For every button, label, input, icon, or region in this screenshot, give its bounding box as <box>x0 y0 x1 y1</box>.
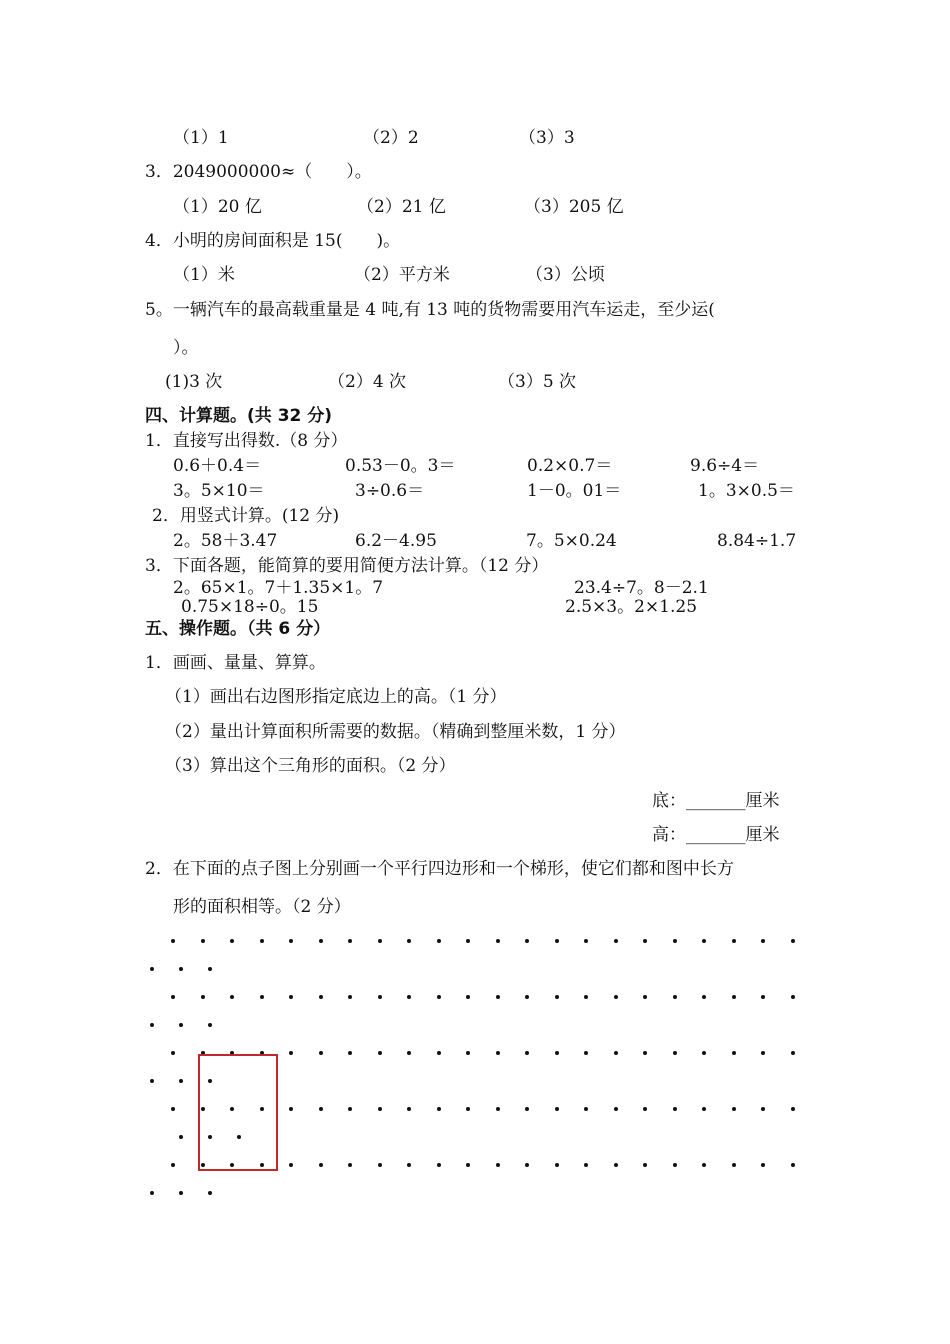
q3-option-1: （1）20 亿 <box>173 197 262 217</box>
q5-option-2: （2）4 次 <box>328 372 407 392</box>
grid-dot <box>643 1163 647 1167</box>
grid-dot <box>791 939 795 943</box>
q3-option-3: （3）205 亿 <box>524 197 624 217</box>
grid-dot <box>208 1191 212 1195</box>
grid-dot <box>230 995 234 999</box>
s5-p1-sub-1: （1）画出右边图形指定底边上的高。（1 分） <box>165 687 507 707</box>
grid-dot <box>407 939 411 943</box>
grid-dot <box>171 1107 175 1111</box>
grid-dot <box>319 939 323 943</box>
grid-dot <box>466 1163 470 1167</box>
section4-title: 四、计算题。(共 32 分) <box>145 406 333 426</box>
grid-dot <box>702 939 706 943</box>
grid-dot <box>348 1051 352 1055</box>
grid-dot <box>179 1023 183 1027</box>
grid-dot <box>643 1107 647 1111</box>
grid-dot <box>378 1107 382 1111</box>
grid-dot <box>584 995 588 999</box>
grid-dot <box>289 939 293 943</box>
grid-dot <box>407 1051 411 1055</box>
grid-dot <box>171 1051 175 1055</box>
grid-dot <box>348 939 352 943</box>
s5-p1-title: 1．画画、量量、算算。 <box>145 653 326 673</box>
grid-dot <box>555 1051 559 1055</box>
grid-dot <box>673 995 677 999</box>
s4-p2-title: 2．用竖式计算。(12 分) <box>152 506 340 526</box>
q5-option-1: (1)3 次 <box>165 372 223 392</box>
q4-option-2: （2）平方米 <box>354 265 450 285</box>
grid-dot <box>643 1051 647 1055</box>
grid-dot <box>702 995 706 999</box>
grid-dot <box>289 1163 293 1167</box>
grid-dot <box>525 995 529 999</box>
grid-dot <box>643 995 647 999</box>
s4-p3-r1-c1: 2。65×1。7＋1.35×1。7 <box>173 578 384 598</box>
grid-dot <box>673 939 677 943</box>
grid-dot <box>673 1107 677 1111</box>
q5-stem-line2: ）。 <box>173 338 199 358</box>
s4-p1-r1-c1: 0.6＋0.4＝ <box>173 456 262 476</box>
grid-dot <box>260 939 264 943</box>
grid-dot <box>732 1107 736 1111</box>
grid-dot <box>437 1107 441 1111</box>
s5-p1-sub-2: （2）量出计算面积所需要的数据。（精确到整厘米数，1 分） <box>165 722 626 742</box>
grid-dot <box>319 1163 323 1167</box>
grid-dot <box>584 1051 588 1055</box>
grid-dot <box>437 939 441 943</box>
grid-dot <box>171 1163 175 1167</box>
grid-dot <box>179 1191 183 1195</box>
grid-dot <box>466 939 470 943</box>
s4-p1-r1-c2: 0.53－0。3＝ <box>345 456 456 476</box>
grid-dot <box>761 1163 765 1167</box>
s4-p2-item-1: 2。58＋3.47 <box>173 531 278 551</box>
grid-dot <box>555 939 559 943</box>
grid-dot <box>208 1023 212 1027</box>
grid-dot <box>378 1163 382 1167</box>
grid-dot <box>525 1163 529 1167</box>
s4-p1-r2-c3: 1－0。01＝ <box>527 481 622 501</box>
s4-p1-r1-c4: 9.6÷4＝ <box>690 456 760 476</box>
s4-p3-r1-c2: 23.4÷7。8－2.1 <box>574 578 709 598</box>
grid-dot <box>319 1107 323 1111</box>
grid-dot <box>614 1163 618 1167</box>
grid-dot <box>466 1051 470 1055</box>
grid-dot <box>179 967 183 971</box>
grid-dot <box>555 1163 559 1167</box>
s4-p3-r2-c1: 0.75×18÷0。15 <box>181 597 319 617</box>
grid-dot <box>496 995 500 999</box>
grid-dot <box>348 1107 352 1111</box>
grid-dot <box>761 939 765 943</box>
grid-dot <box>791 1051 795 1055</box>
q4-option-1: （1）米 <box>173 265 235 285</box>
s4-p2-item-2: 6.2－4.95 <box>355 531 437 551</box>
grid-dot <box>761 1051 765 1055</box>
grid-dot <box>208 967 212 971</box>
grid-dot <box>150 1023 154 1027</box>
grid-dot <box>791 995 795 999</box>
grid-dot <box>791 1107 795 1111</box>
q3-stem: 3．2049000000≈（ ）。 <box>145 162 372 182</box>
grid-dot <box>437 1163 441 1167</box>
grid-dot <box>496 1051 500 1055</box>
grid-dot <box>614 939 618 943</box>
q2-option-2: （2）2 <box>363 128 419 148</box>
grid-dot <box>673 1051 677 1055</box>
grid-dot <box>407 1163 411 1167</box>
q2-option-3: （3）3 <box>519 128 575 148</box>
s4-p1-r2-c4: 1。3×0.5＝ <box>698 481 795 501</box>
s4-p1-title: 1．直接写出得数.（8 分） <box>145 431 348 451</box>
grid-dot <box>614 1051 618 1055</box>
grid-dot <box>230 939 234 943</box>
grid-dot <box>150 1079 154 1083</box>
s5-p1-sub-3: （3）算出这个三角形的面积。（2 分） <box>165 756 456 776</box>
grid-dot <box>150 1191 154 1195</box>
grid-dot <box>496 939 500 943</box>
grid-dot <box>201 995 205 999</box>
grid-dot <box>201 939 205 943</box>
grid-dot <box>437 1051 441 1055</box>
grid-dot <box>378 939 382 943</box>
height-answer: 高：_______厘米 <box>652 825 780 845</box>
q5-stem-line1: 5。一辆汽车的最高载重量是 4 吨,有 13 吨的货物需要用汽车运走，至少运( <box>145 300 715 320</box>
q4-option-3: （3）公顷 <box>526 265 605 285</box>
grid-dot <box>584 939 588 943</box>
grid-dot <box>614 1107 618 1111</box>
s4-p1-r2-c2: 3÷0.6＝ <box>355 481 425 501</box>
grid-dot <box>319 1051 323 1055</box>
s4-p1-r2-c1: 3。5×10＝ <box>173 481 265 501</box>
grid-dot <box>702 1163 706 1167</box>
grid-dot <box>466 1107 470 1111</box>
grid-dot <box>584 1163 588 1167</box>
s4-p1-r1-c3: 0.2×0.7＝ <box>527 456 613 476</box>
grid-dot <box>348 995 352 999</box>
grid-dot <box>437 995 441 999</box>
grid-dot <box>179 1135 183 1139</box>
grid-dot <box>555 1107 559 1111</box>
grid-dot <box>732 939 736 943</box>
grid-dot <box>496 1163 500 1167</box>
q4-stem: 4．小明的房间面积是 15( )。 <box>145 231 401 251</box>
grid-dot <box>289 995 293 999</box>
grid-dot <box>171 995 175 999</box>
grid-dot <box>319 995 323 999</box>
q2-option-1: （1）1 <box>173 128 229 148</box>
grid-dot <box>555 995 559 999</box>
grid-dot <box>732 1051 736 1055</box>
grid-dot <box>525 939 529 943</box>
grid-dot <box>614 995 618 999</box>
grid-dot <box>643 939 647 943</box>
base-answer: 底：_______厘米 <box>652 791 780 811</box>
grid-dot <box>348 1163 352 1167</box>
grid-dot <box>584 1107 588 1111</box>
grid-dot <box>673 1163 677 1167</box>
grid-dot <box>791 1163 795 1167</box>
grid-dot <box>407 995 411 999</box>
grid-dot <box>378 1051 382 1055</box>
grid-dot <box>150 967 154 971</box>
rectangle-on-grid <box>198 1054 278 1171</box>
s4-p3-r2-c2: 2.5×3。2×1.25 <box>565 597 698 617</box>
grid-dot <box>289 1107 293 1111</box>
grid-dot <box>171 939 175 943</box>
q5-option-3: （3）5 次 <box>498 372 577 392</box>
grid-dot <box>732 995 736 999</box>
s5-p2-title-line2: 形的面积相等。（2 分） <box>173 897 351 917</box>
grid-dot <box>260 995 264 999</box>
grid-dot <box>732 1163 736 1167</box>
grid-dot <box>525 1051 529 1055</box>
s4-p3-title: 3．下面各题，能简算的要用简便方法计算。（12 分） <box>145 556 549 576</box>
q3-option-2: （2）21 亿 <box>357 197 446 217</box>
grid-dot <box>407 1107 411 1111</box>
grid-dot <box>761 1107 765 1111</box>
s4-p2-item-4: 8.84÷1.7 <box>717 531 797 551</box>
grid-dot <box>378 995 382 999</box>
grid-dot <box>702 1107 706 1111</box>
s5-p2-title-line1: 2．在下面的点子图上分别画一个平行四边形和一个梯形，使它们都和图中长方 <box>145 859 734 879</box>
grid-dot <box>525 1107 529 1111</box>
grid-dot <box>702 1051 706 1055</box>
grid-dot <box>289 1051 293 1055</box>
grid-dot <box>761 995 765 999</box>
grid-dot <box>179 1079 183 1083</box>
section5-title: 五、操作题。（共 6 分） <box>145 619 331 639</box>
grid-dot <box>496 1107 500 1111</box>
grid-dot <box>466 995 470 999</box>
s4-p2-item-3: 7。5×0.24 <box>526 531 617 551</box>
